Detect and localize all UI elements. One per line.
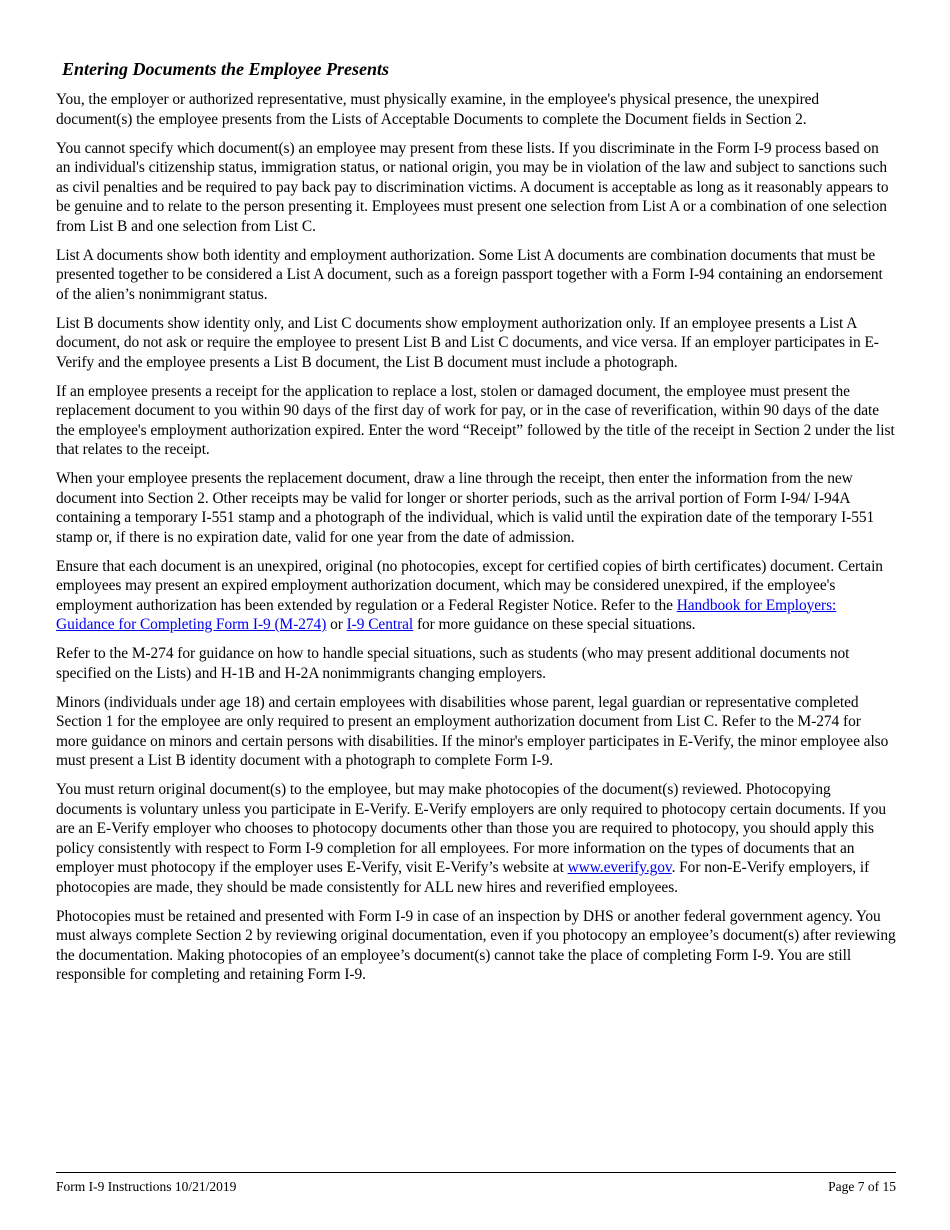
- paragraph-minors: Minors (individuals under age 18) and certain employees with disabilities whose parent, legal guardian or representative completed Section 1 for the employee are only required to present an employment authorization document from List C. Refer to the M-274 for more guidance on minors and certain persons with disabilities. If the minor's employer participates in E-Verify, the minor employee also must present a List B identity document with a photograph to complete Form I-9.: [56, 693, 889, 769]
- handbook-for-employers-link[interactable]: Handbook for Employers: Guidance for Completing Form I-9 (M-274): [56, 596, 837, 633]
- i9-central-link[interactable]: I-9 Central: [346, 616, 414, 633]
- page-footer: [56, 1179, 896, 1195]
- paragraph-list-a: List A documents show both identity and employment authorization. Some List A documents are combination documents that must be presented together to be considered a List A document, such as a foreign passport together with a Form I-94 containing an endorsement of the alien’s nonimmigrant status.: [56, 246, 883, 303]
- paragraph-replacement-document: When your employee presents the replacement document, draw a line through the receipt, then enter the information from the new document into Section 2. Other receipts may be valid for longer or shorter periods, such as the arrival portion of Form I-94/ I-94A containing a temporary I-551 stamp and a photograph of the individual, which is valid until the expiration date of the temporary I-551 stamp or, if there is no expiration date, valid for one year from the date of admission.: [56, 470, 875, 546]
- paragraph-text: You must return original document(s) to the employee, but may make photocopies of the document(s) reviewed. Photocopying documents is voluntary unless you participate in E-Verify. E-Verify employers are only required to photocopy certain documents. If you are an E-Verify employer who chooses to photocopy documents other than those you are required to photocopy, you should apply this policy consistently with respect to Form I-9 completion for all employees. For more information on the types of documents that an employer must photocopy if the employer uses E-Verify, visit E-Verify’s website at: [56, 781, 886, 876]
- footer-page-number: Page 7 of 15: [828, 1179, 896, 1194]
- paragraph-receipt: If an employee presents a receipt for the application to replace a lost, stolen or damaged document, the employee must present the replacement document to you within 90 days of the first day of work for pay, or in the case of reverification, within 90 days of the date the employee's employment authorization expired. Enter the word “Receipt” followed by the title of the receipt in Section 2 under the list that relates to the receipt.: [56, 382, 895, 458]
- paragraph-text: or: [326, 616, 347, 633]
- paragraph-special-situations: Refer to the M-274 for guidance on how to handle special situations, such as students (who may present additional documents not specified on the Lists) and H-1B and H-2A nonimmigrants changing employers.: [56, 645, 850, 682]
- document-body: [56, 58, 896, 994]
- paragraph-photocopies: [56, 780, 896, 897]
- section-heading: Entering Documents the Employee Presents: [62, 59, 390, 79]
- footer-form-version: Form I-9 Instructions 10/21/2019: [56, 1179, 237, 1194]
- paragraph-text: . For non-E-Verify employers, if photocopies are made, they should be made consistently for ALL new hires and reverified employees.: [56, 859, 870, 896]
- paragraph-discrimination: You cannot specify which document(s) an employee may present from these lists. If you discriminate in the Form I-9 process based on an individual's citizenship status, immigration status, or national origin, you may be in violation of the law and subject to sanctions such as civil penalties and be required to pay back pay to discrimination victims. A document is acceptable as long as it reasonably appears to be genuine and to relate to the person presenting it. Employees must present one selection from List A or a combination of one selection from List B and one selection from List C.: [56, 139, 889, 235]
- paragraph-list-b-c: List B documents show identity only, and List C documents show employment authorization only. If an employee presents a List A document, do not ask or require the employee to present List B and List C documents, and vice versa. If an employer participates in E-Verify and the employee presents a List B document, the List B document must include a photograph.: [56, 314, 879, 371]
- paragraph-retention: Photocopies must be retained and presented with Form I-9 in case of an inspection by DHS or another federal government agency. You must always complete Section 2 by reviewing original documentation, even if you photocopy an employee’s document(s) after reviewing the documentation. Making photocopies of an employee’s document(s) cannot take the place of completing Form I-9. You are still responsible for completing and retaining Form I-9.: [56, 907, 896, 983]
- paragraph-unexpired-original: [56, 557, 896, 635]
- paragraph-physical-examination: You, the employer or authorized representative, must physically examine, in the employee's physical presence, the unexpired document(s) the employee presents from the Lists of Acceptable Documents to complete the Document fields in Section 2.: [56, 91, 820, 128]
- paragraph-text: for more guidance on these special situations.: [413, 616, 696, 633]
- paragraph-text: Ensure that each document is an unexpired, original (no photocopies, except for certified copies of birth certificates) document. Certain employees may present an expired employment authorization document, which may be considered unexpired, if the employee's employment authorization has been extended by regulation or a Federal Register Notice. Refer to the: [56, 557, 883, 614]
- everify-website-link[interactable]: www.everify.gov: [567, 859, 672, 876]
- footer-divider: [56, 1172, 896, 1173]
